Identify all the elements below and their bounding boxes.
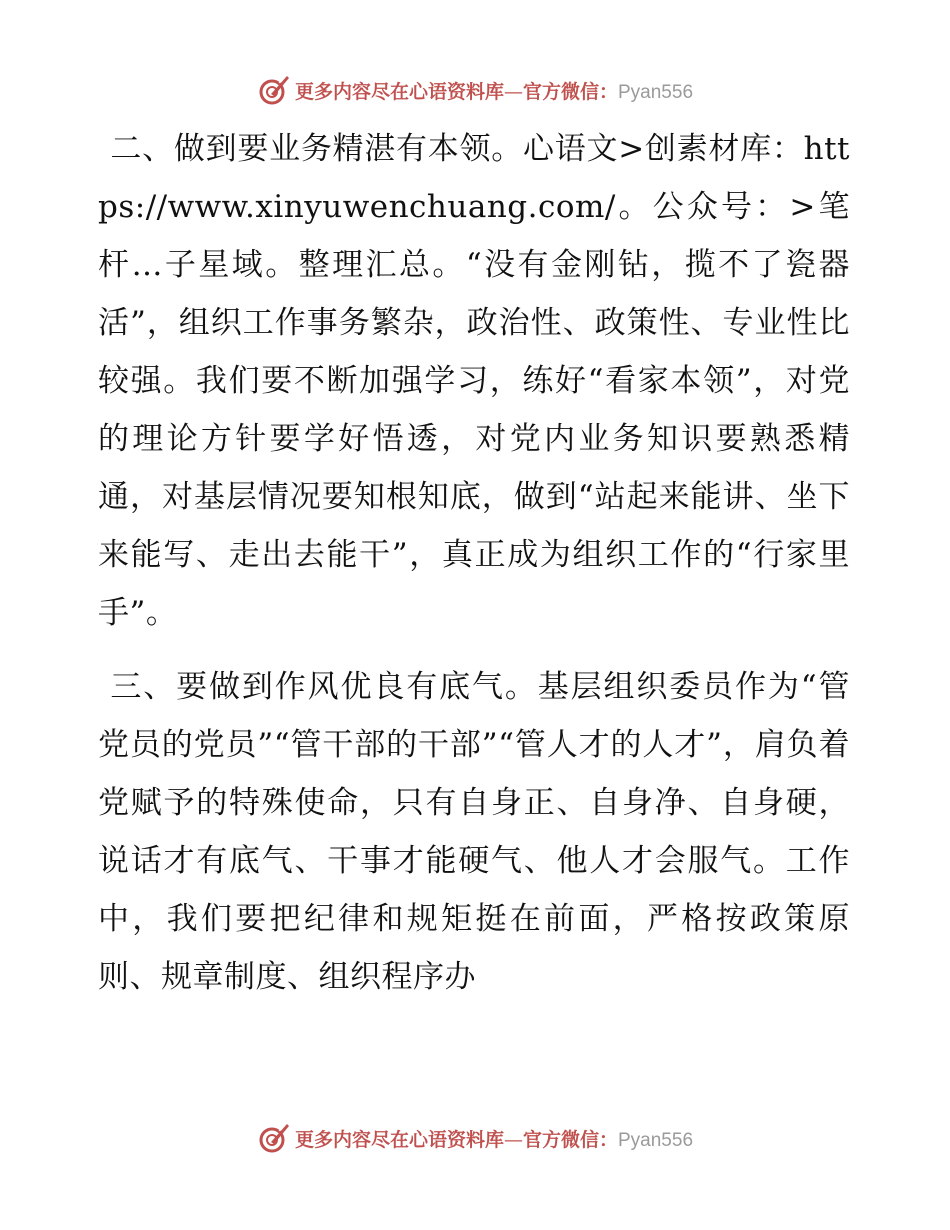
watermark-wechat-label: 官方微信： [522, 80, 618, 103]
watermark-separator: — [503, 80, 523, 103]
watermark-wechat-id: Pyan556 [618, 1129, 694, 1151]
quill-logo-icon [257, 1121, 291, 1155]
watermark-text [295, 1125, 693, 1152]
paragraph-work-style: 三、要做到作风优良有底气。基层组织委员作为“管党员的党员”“管干部的干部”“管人才的人才”，肩负着党赋予的特殊使命，只有自身正、自身净、自身硬，说话才有底气、干事才能硬气、他人才会服气。工作中，我们要把纪律和规矩挺在前面，严格按政策原则、规章制度、组织程序办 [98, 669, 850, 995]
watermark-wechat-label: 官方微信： [522, 1128, 618, 1151]
paragraph-business-skill: 二、做到要业务精湛有本领。心语文>创素材库：https://www.xinyuwenchuang.com/。公众号：>笔杆…子星域。整理汇总。“没有金刚钻，揽不了瓷器活”，组织工作事务繁杂，政治性、政策性、专业性比较强。我们要不断加强学习，练好“看家本领”，对党的理论方针要学好悟透，对党内业务知识要熟悉精通，对基层情况要知根知底，做到“站起来能讲、坐下来能写、走出去能干”，真正成为组织工作的“行家里手”。 [98, 131, 850, 631]
watermark-text [295, 77, 693, 104]
footer-watermark-banner [0, 1118, 950, 1158]
watermark-wechat-id: Pyan556 [618, 81, 694, 103]
document-body [98, 120, 850, 1006]
watermark-separator: — [503, 1128, 523, 1151]
header-watermark-banner [0, 70, 950, 110]
watermark-main-text: 更多内容尽在心语资料库 [294, 80, 504, 103]
quill-logo-icon [257, 73, 291, 107]
watermark-main-text: 更多内容尽在心语资料库 [294, 1128, 504, 1151]
